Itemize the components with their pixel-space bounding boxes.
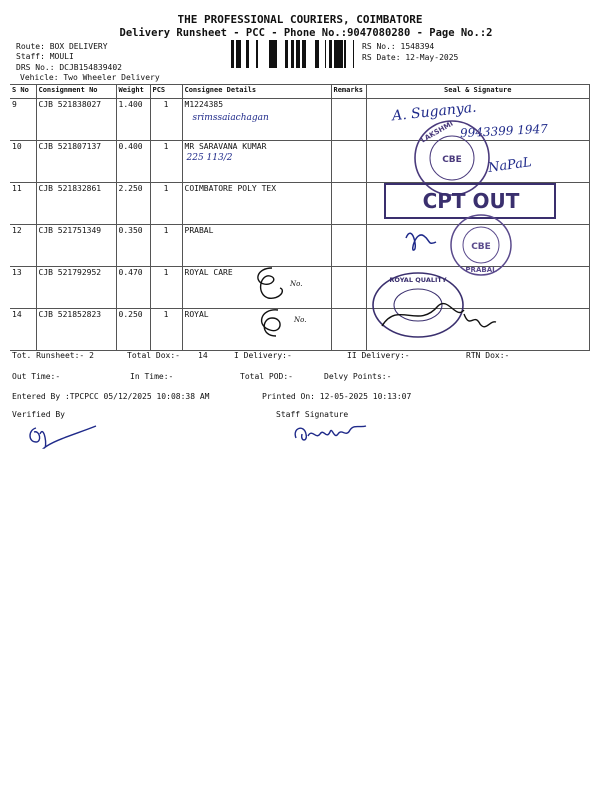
barcode-bar (341, 40, 343, 68)
cell-weight: 0.250 (116, 309, 150, 351)
staff-label: Staff: MOULI (16, 52, 74, 61)
cell-remarks (331, 309, 366, 351)
total-pod: Total POD:- (240, 372, 293, 381)
cell-pcs: 1 (150, 267, 182, 309)
row14-no-mark: No. (294, 316, 307, 324)
runsheet-subtitle: Delivery Runsheet - PCC - Phone No.:9047080280 - Page No.:2 (119, 27, 493, 39)
royal-stamp (368, 270, 468, 340)
cell-sno: 12 (10, 225, 36, 267)
royal-stamp-text: ROYAL QUALITY (389, 276, 447, 284)
cell-weight: 1.400 (116, 99, 150, 141)
barcode-bar (334, 40, 337, 68)
cell-consignee (182, 141, 331, 183)
barcode-bar (246, 40, 249, 68)
table-header-row (10, 85, 590, 99)
drs-number: DRS No.: DCJB154839402 (16, 63, 122, 72)
header-consignment: Consignment No (36, 85, 116, 99)
vehicle-label: Vehicle: Two Wheeler Delivery (20, 73, 160, 82)
barcode-bar (286, 40, 288, 68)
barcode-bar (297, 40, 300, 68)
cell-sno: 13 (10, 267, 36, 309)
row12-signature (402, 218, 442, 254)
barcode-bar (316, 40, 319, 68)
consignee-name: MR SARAVANA KUMAR (184, 142, 267, 151)
barcode-bar (291, 40, 294, 68)
barcode-bar (240, 40, 241, 68)
cell-remarks (331, 267, 366, 309)
entered-by: Entered By :TPCPCC 05/12/2025 10:08:38 AM (12, 392, 210, 401)
cell-sno: 9 (10, 99, 36, 141)
cpt-stamp-text: CPT OUT (422, 189, 520, 213)
cell-remarks (331, 225, 366, 267)
cell-consignee: ROYAL CARE (182, 267, 331, 309)
rtn-dox: RTN Dox:- (466, 351, 510, 360)
barcode-bar (275, 40, 277, 68)
row10-signature: NaPaL (487, 155, 533, 176)
cell-consignment: CJB 521852823 (36, 309, 116, 351)
cell-consignee: ROYAL (182, 309, 331, 351)
row9-signature-phone: 9943399 1947 (459, 121, 549, 141)
rs-number: RS No.: 1548394 (362, 42, 435, 51)
cell-pcs: 1 (150, 225, 182, 267)
cell-consignment: CJB 521751349 (36, 225, 116, 267)
cell-weight: 0.400 (116, 141, 150, 183)
cell-consignment: CJB 521838027 (36, 99, 116, 141)
cell-weight: 0.470 (116, 267, 150, 309)
barcode-bar (340, 40, 341, 68)
cell-remarks (331, 99, 366, 141)
barcode-graphic (229, 40, 359, 68)
consignee-name: M1224385 (184, 100, 224, 109)
rs-date: RS Date: 12-May-2025 (362, 53, 459, 62)
cell-sno: 10 (10, 141, 36, 183)
company-title: THE PROFESSIONAL COURIERS, COIMBATORE (177, 13, 423, 26)
row14-end-stroke (464, 314, 496, 327)
prabal-stamp-center: CBE (471, 242, 491, 252)
total-dox-label: Total Dox:- (127, 351, 180, 360)
handwritten-note: 225 113/2 (186, 153, 233, 163)
in-time: In Time:- (130, 372, 174, 381)
row14-signature (250, 304, 316, 340)
printed-on: Printed On: 12-05-2025 10:13:07 (262, 392, 412, 401)
header-sno: S No (10, 85, 36, 99)
barcode-bar (338, 40, 339, 68)
cell-consignee: PRABAL (182, 225, 331, 267)
cell-consignment: CJB 521792952 (36, 267, 116, 309)
header-weight: Weight (116, 85, 150, 99)
header-pcs: PCS (150, 85, 182, 99)
total-dox-value: 14 (198, 351, 208, 360)
cell-pcs: 1 (150, 309, 182, 351)
barcode-bar (305, 40, 306, 68)
barcode-bar (329, 40, 331, 68)
i-delivery: I Delivery:- (234, 351, 292, 360)
cell-sno: 11 (10, 183, 36, 225)
row12-signature-stroke (406, 233, 436, 250)
barcode-bar (236, 40, 238, 68)
route-label: Route: BOX DELIVERY (16, 42, 108, 51)
row13-signature (250, 264, 310, 304)
header-seal-signature: Seal & Signature (366, 85, 590, 99)
ii-delivery: II Delivery:- (347, 351, 410, 360)
staff-signature-label: Staff Signature (276, 410, 349, 419)
barcode-bar (238, 40, 240, 68)
stamp-ring-text: LAKSHMI (419, 119, 455, 145)
cell-remarks (331, 141, 366, 183)
row13-signature-stroke (258, 268, 282, 298)
cell-sno: 14 (10, 309, 36, 351)
verified-by-label: Verified By (12, 410, 65, 419)
staff-signature (290, 420, 370, 446)
barcode-bar (272, 40, 275, 68)
verified-by-stroke (30, 426, 96, 448)
cell-weight: 2.250 (116, 183, 150, 225)
barcode-bar (339, 40, 340, 68)
barcode (229, 40, 359, 68)
cell-consignee: COIMBATORE POLY TEX (182, 183, 331, 225)
barcode-bar (269, 40, 272, 68)
prabal-stamp-text: PRABAL (465, 266, 497, 274)
verified-by-signature (26, 420, 106, 450)
barcode-bar (256, 40, 258, 68)
staff-signature-stroke (295, 426, 366, 440)
prabal-stamp (448, 212, 514, 278)
handwritten-note: srimssaiachagan (192, 113, 269, 123)
row9-signature-name: A. Suganya. (391, 99, 478, 125)
barcode-bar (331, 40, 332, 68)
header-consignee: Consignee Details (182, 85, 331, 99)
barcode-bar (325, 40, 326, 68)
barcode-bar (231, 40, 234, 68)
barcode-bar (296, 40, 297, 68)
cell-consignment: CJB 521807137 (36, 141, 116, 183)
barcode-bar (315, 40, 316, 68)
cell-remarks (331, 183, 366, 225)
header-remarks: Remarks (331, 85, 366, 99)
row13-no-mark: No. (290, 280, 303, 288)
barcode-bar (337, 40, 338, 68)
row14-end-signature (462, 310, 498, 332)
tot-runsheet: Tot. Runsheet:- 2 (12, 351, 94, 360)
row14-signature-stroke (262, 310, 280, 336)
barcode-bar (302, 40, 305, 68)
cell-consignment: CJB 521832861 (36, 183, 116, 225)
barcode-bar (353, 40, 354, 68)
barcode-bar (285, 40, 286, 68)
cell-pcs: 1 (150, 141, 182, 183)
barcode-bar (344, 40, 346, 68)
cell-consignee (182, 99, 331, 141)
cell-pcs: 1 (150, 183, 182, 225)
cell-pcs: 1 (150, 99, 182, 141)
stamp-center-text: CBE (442, 155, 462, 165)
delvy-points: Delvy Points:- (324, 372, 392, 381)
cell-weight: 0.350 (116, 225, 150, 267)
out-time: Out Time:- (12, 372, 61, 381)
